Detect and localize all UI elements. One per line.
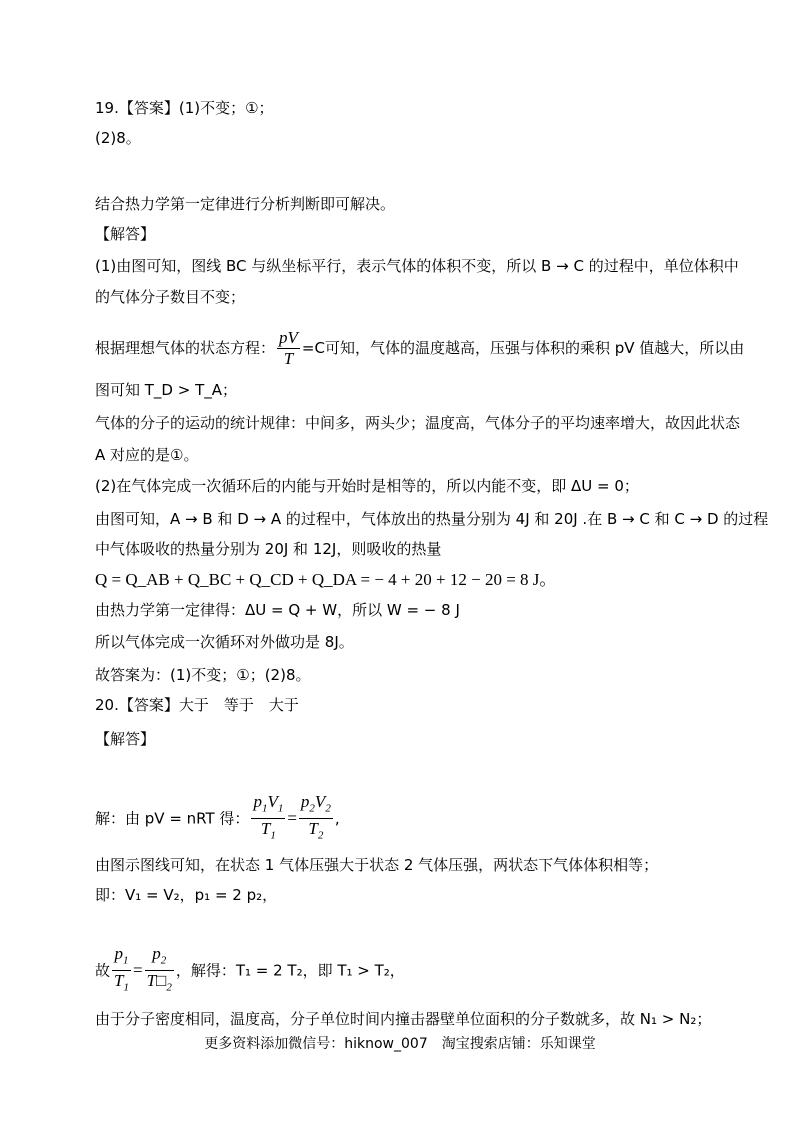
q19-para3-line2: A 对应的是①。 (95, 446, 199, 464)
q19-state-equation-line (95, 328, 744, 369)
q19-para1-line2: 的气体分子数目不变； (95, 288, 246, 306)
q20-equation-line: 解：由 pV = nRT 得： $\frac{p_1V_1}{T_1}$ = $\frac{p_2V_2}{T_2}$ , (95, 792, 340, 846)
q19-solution-heading: 【解答】 (95, 225, 156, 243)
q20-solution-heading: 【解答】 (95, 730, 156, 748)
q19-para1-line1: (1)由图可知，图线 BC 与纵坐标平行，表示气体的体积不变，所以 B → C 的过程中，单位体积中 (95, 257, 739, 275)
p2-over-t2-fraction: $\frac{p_2}{T□_2}$ (146, 944, 172, 994)
q19-para3-line1: 气体的分子的运动的统计规律：中间多，两头少；温度高，气体分子的平均速率增大，故因此状态 (95, 414, 741, 432)
footer-note: 更多资料添加微信号：hiknow_007 淘宝搜索店铺：乐知课堂 (204, 1036, 596, 1052)
q19-final-answer: 故答案为：(1)不变；①；(2)8。 (95, 666, 311, 684)
q19-para5-line2: 中气体吸收的热量分别为 20J 和 12J，则吸收的热量 (95, 540, 442, 558)
q19-para6: 由热力学第一定律得：ΔU = Q + W，所以 W = − 8 J (95, 601, 460, 619)
q19-answer-1: (1)不变；①； (178, 99, 274, 117)
q19-para2-prefix: 根据理想气体的状态方程： (95, 339, 276, 357)
q19-heat-equation: Q = Q_AB + Q_BC + Q_CD + Q_DA = − 4 + 20 + 12 − 20 = 8 J。 (95, 570, 557, 589)
q20-para4-prefix: 故 (95, 961, 111, 980)
p2v2-over-t2-fraction: $\frac{p_2V_2}{T_2}$ (300, 792, 331, 842)
q19-para4: (2)在气体完成一次循环后的内能与开始时是相等的，所以内能不变，即 ΔU = 0； (95, 477, 639, 495)
pv-over-t-fraction: $\frac{pV}{T}$ (279, 328, 298, 368)
q20-para4-suffix: ，解得：T₁ = 2 T₂，即 T₁ > T₂， (175, 961, 405, 980)
q19-para2-line2: 图可知 T_D > T_A； (95, 381, 238, 399)
q19-para2-suffix: =C可知，气体的温度越高，压强与体积的乘积 pV 值越大，所以由 (301, 339, 745, 357)
q19-header-line (95, 98, 274, 118)
q19-analysis: 结合热力学第一定律进行分析判断即可解决。 (95, 195, 396, 213)
p1v1-over-t1-fraction: $\frac{p_1V_1}{T_1}$ (253, 792, 284, 842)
q19-header: 19.【答案】 (95, 99, 179, 117)
q20-para2: 由图示图线可知，在状态 1 气体压强大于状态 2 气体压强，两状态下气体体积相等； (95, 856, 659, 874)
q20-header: 20.【答案】大于 等于 大于 (95, 696, 299, 714)
q19-para7: 所以气体完成一次循环对外做功是 8J。 (95, 633, 354, 651)
q19-answer-2: (2)8。 (95, 129, 141, 147)
q19-para5-line1: 由图可知，A → B 和 D → A 的过程中，气体放出的热量分别为 4J 和 20J .在 B → C 和 C → D 的过程 (95, 510, 769, 528)
q20-para5: 由于分子密度相同，温度高，分子单位时间内撞击器壁单位面积的分子数就多，故 N₁ > N₂； (95, 1010, 712, 1028)
p1-over-t1-fraction: $\frac{p_1}{T_1}$ (114, 944, 129, 994)
q20-para3: 即：V₁ = V₂，p₁ = 2 p₂， (95, 886, 278, 904)
q20-para1-prefix: 解：由 pV = nRT 得： (95, 809, 250, 828)
q20-ratio-line: 故 $\frac{p_1}{T_1}$ = $\frac{p_2}{T□_2}$ ，解得：T₁ = 2 T₂，即 T₁ > T₂， (95, 944, 405, 998)
